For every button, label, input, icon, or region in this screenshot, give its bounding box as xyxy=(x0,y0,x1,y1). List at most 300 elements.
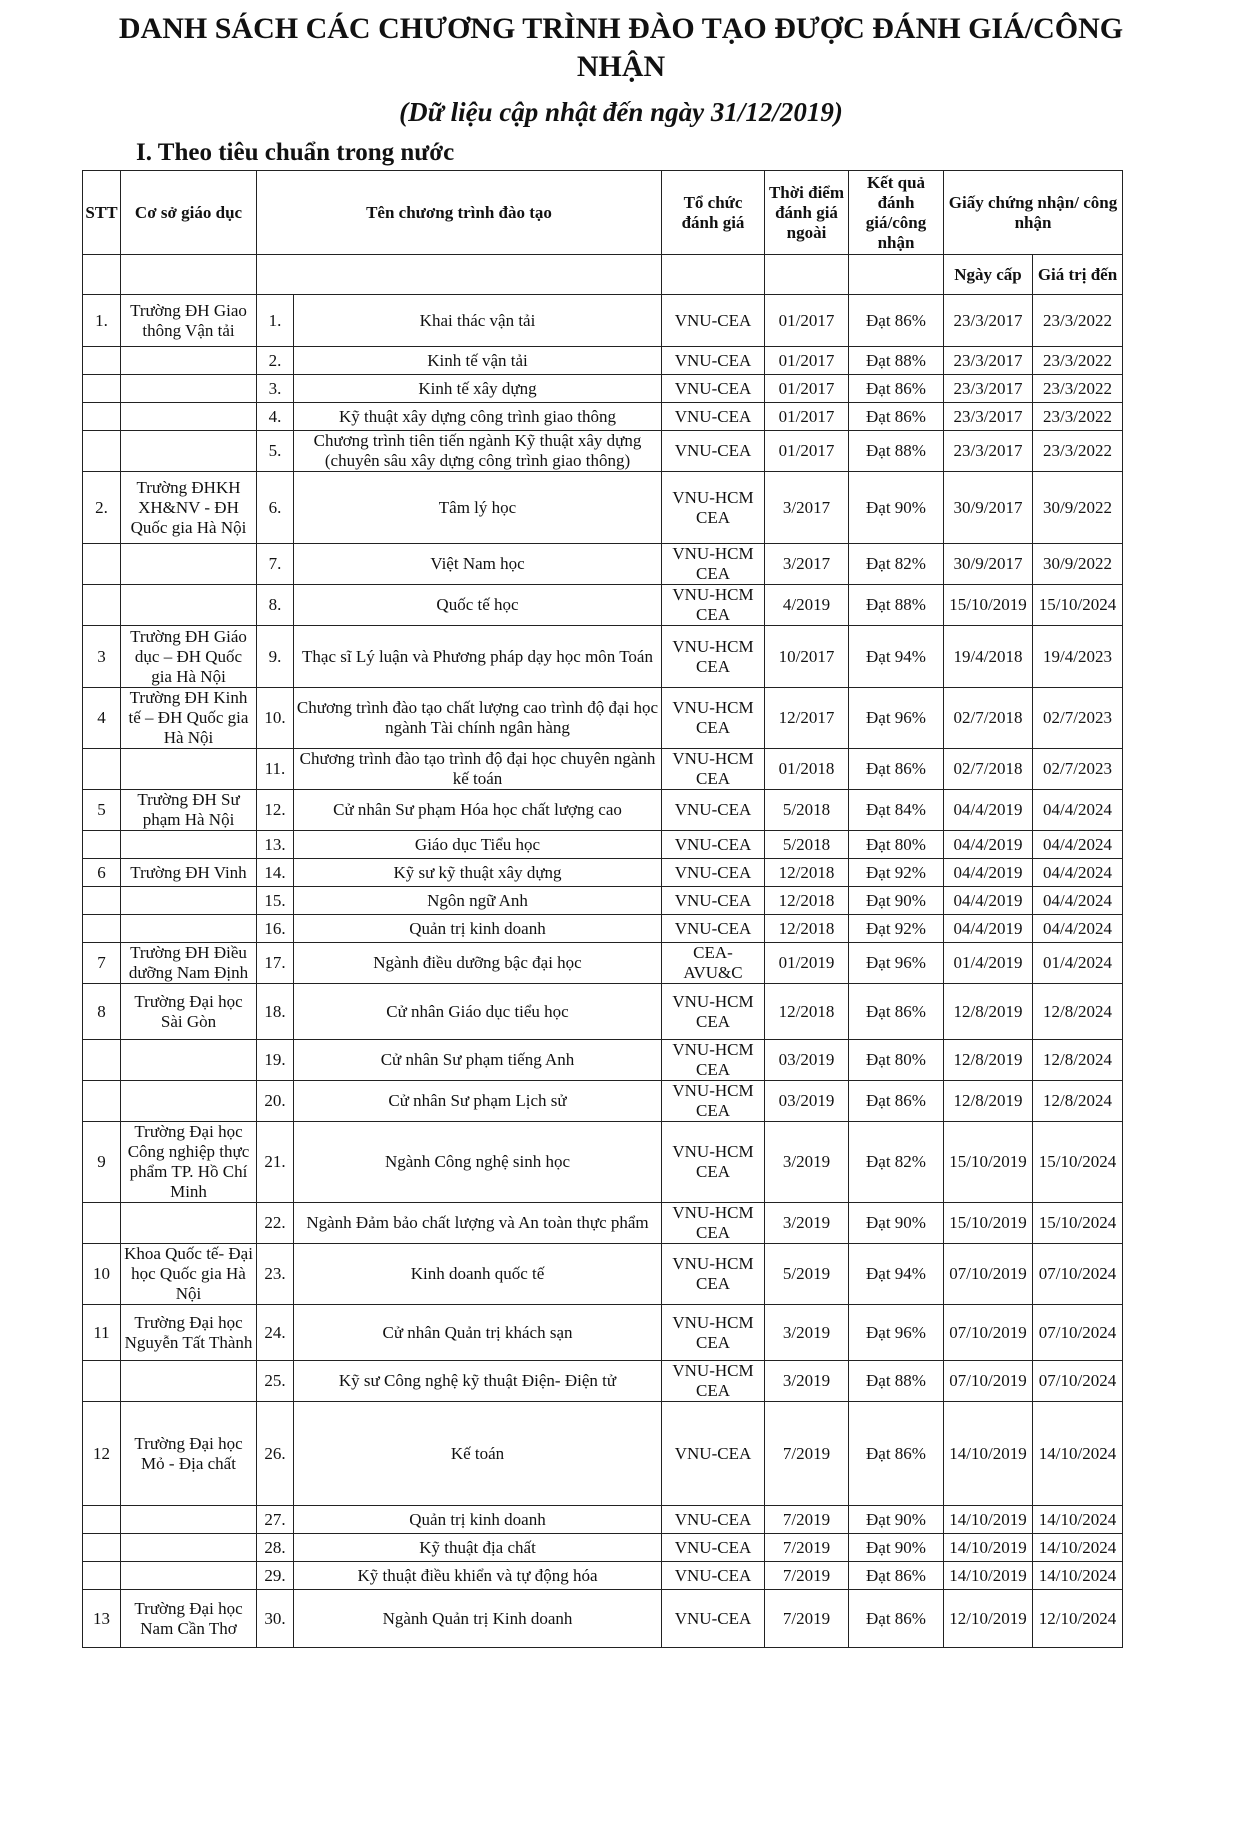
cell-valid-until: 02/7/2023 xyxy=(1033,688,1123,749)
cell-program: Cử nhân Sư phạm Lịch sử xyxy=(294,1081,662,1122)
table-row xyxy=(83,915,1123,943)
cell-stt: 8 xyxy=(83,984,121,1040)
cell-institution: Trường ĐH Điều dưỡng Nam Định xyxy=(121,943,257,984)
table-row xyxy=(83,1562,1123,1590)
cell-result: Đạt 86% xyxy=(849,1402,944,1506)
cell-valid-until: 14/10/2024 xyxy=(1033,1402,1123,1506)
cell-program: Kỹ thuật địa chất xyxy=(294,1534,662,1562)
cell-program-no: 17. xyxy=(257,943,294,984)
cell-program-no: 18. xyxy=(257,984,294,1040)
cell-program-no: 27. xyxy=(257,1506,294,1534)
cell-program: Kế toán xyxy=(294,1402,662,1506)
cell-institution: Trường ĐH Sư phạm Hà Nội xyxy=(121,790,257,831)
cell-stt xyxy=(83,1562,121,1590)
cell-program: Cử nhân Sư phạm tiếng Anh xyxy=(294,1040,662,1081)
cell-result: Đạt 86% xyxy=(849,1081,944,1122)
cell-stt xyxy=(83,544,121,585)
cell-org: VNU-HCM CEA xyxy=(662,1122,765,1203)
cell-org: VNU-HCM CEA xyxy=(662,544,765,585)
cell-program: Tâm lý học xyxy=(294,472,662,544)
cell-org: VNU-HCM CEA xyxy=(662,1305,765,1361)
cell-valid-until: 12/8/2024 xyxy=(1033,984,1123,1040)
table-row xyxy=(83,1244,1123,1305)
cell-program: Ngôn ngữ Anh xyxy=(294,887,662,915)
cell-issue-date: 04/4/2019 xyxy=(944,887,1033,915)
cell-institution: Trường Đại học Nam Cần Thơ xyxy=(121,1590,257,1648)
cell-program-no: 29. xyxy=(257,1562,294,1590)
title-line-2: NHẬN xyxy=(576,50,666,83)
cell-result: Đạt 90% xyxy=(849,887,944,915)
cell-institution xyxy=(121,915,257,943)
cell-institution: Khoa Quốc tế- Đại học Quốc gia Hà Nội xyxy=(121,1244,257,1305)
cell-program: Kinh tế vận tải xyxy=(294,347,662,375)
table-row xyxy=(83,1081,1123,1122)
cell-institution: Trường Đại học Mỏ - Địa chất xyxy=(121,1402,257,1506)
cell-valid-until: 23/3/2022 xyxy=(1033,375,1123,403)
cell-org: VNU-HCM CEA xyxy=(662,472,765,544)
cell-institution xyxy=(121,403,257,431)
cell-time: 12/2018 xyxy=(765,984,849,1040)
cell-stt: 11 xyxy=(83,1305,121,1361)
cell-result: Đạt 86% xyxy=(849,403,944,431)
table-row xyxy=(83,347,1123,375)
table-row xyxy=(83,1402,1123,1506)
cell-issue-date: 23/3/2017 xyxy=(944,347,1033,375)
table-body xyxy=(83,295,1123,1648)
cell-program: Việt Nam học xyxy=(294,544,662,585)
cell-institution xyxy=(121,887,257,915)
header-result: Kết quả đánh giá/công nhận xyxy=(849,171,944,255)
table-row xyxy=(83,1040,1123,1081)
cell-issue-date: 19/4/2018 xyxy=(944,626,1033,688)
table-row xyxy=(83,984,1123,1040)
cell-valid-until: 14/10/2024 xyxy=(1033,1506,1123,1534)
cell-program-no: 28. xyxy=(257,1534,294,1562)
cell-program: Ngành điều dưỡng bậc đại học xyxy=(294,943,662,984)
cell-program-no: 3. xyxy=(257,375,294,403)
cell-valid-until: 15/10/2024 xyxy=(1033,585,1123,626)
cell-org: VNU-HCM CEA xyxy=(662,1081,765,1122)
cell-time: 01/2017 xyxy=(765,295,849,347)
header-program: Tên chương trình đào tạo xyxy=(257,171,662,255)
cell-program: Kỹ sư kỹ thuật xây dựng xyxy=(294,859,662,887)
cell-time: 12/2018 xyxy=(765,887,849,915)
table-row xyxy=(83,1506,1123,1534)
cell-institution xyxy=(121,749,257,790)
cell-valid-until: 30/9/2022 xyxy=(1033,472,1123,544)
cell-org: VNU-HCM CEA xyxy=(662,749,765,790)
cell-program: Kỹ thuật điều khiển và tự động hóa xyxy=(294,1562,662,1590)
cell-program: Quản trị kinh doanh xyxy=(294,1506,662,1534)
cell-program-no: 7. xyxy=(257,544,294,585)
title-line-1: DANH SÁCH CÁC CHƯƠNG TRÌNH ĐÀO TẠO ĐƯỢC ĐÁNH GIÁ/CÔNG xyxy=(118,12,1124,45)
cell-program-no: 22. xyxy=(257,1203,294,1244)
cell-org: VNU-CEA xyxy=(662,403,765,431)
table-row xyxy=(83,859,1123,887)
cell-result: Đạt 94% xyxy=(849,626,944,688)
cell-time: 10/2017 xyxy=(765,626,849,688)
cell-org: VNU-CEA xyxy=(662,887,765,915)
cell-valid-until: 23/3/2022 xyxy=(1033,403,1123,431)
header-certificate: Giấy chứng nhận/ công nhận xyxy=(944,171,1123,255)
cell-valid-until: 07/10/2024 xyxy=(1033,1361,1123,1402)
cell-program: Chương trình đào tạo chất lượng cao trình độ đại học ngành Tài chính ngân hàng xyxy=(294,688,662,749)
cell-institution: Trường ĐH Giao thông Vận tải xyxy=(121,295,257,347)
cell-issue-date: 07/10/2019 xyxy=(944,1361,1033,1402)
cell-program-no: 15. xyxy=(257,887,294,915)
header-stt: STT xyxy=(83,171,121,255)
table-row xyxy=(83,472,1123,544)
header-institution: Cơ sở giáo dục xyxy=(121,171,257,255)
header-time: Thời điểm đánh giá ngoài xyxy=(765,171,849,255)
table-row xyxy=(83,831,1123,859)
cell-org: VNU-CEA xyxy=(662,831,765,859)
cell-institution xyxy=(121,1534,257,1562)
cell-org: VNU-CEA xyxy=(662,1506,765,1534)
cell-result: Đạt 92% xyxy=(849,859,944,887)
cell-stt xyxy=(83,431,121,472)
cell-valid-until: 30/9/2022 xyxy=(1033,544,1123,585)
cell-valid-until: 07/10/2024 xyxy=(1033,1305,1123,1361)
cell-stt: 3 xyxy=(83,626,121,688)
cell-program-no: 19. xyxy=(257,1040,294,1081)
cell-time: 01/2017 xyxy=(765,431,849,472)
cell-result: Đạt 88% xyxy=(849,1361,944,1402)
cell-result: Đạt 94% xyxy=(849,1244,944,1305)
cell-valid-until: 01/4/2024 xyxy=(1033,943,1123,984)
cell-time: 12/2018 xyxy=(765,915,849,943)
cell-valid-until: 04/4/2024 xyxy=(1033,831,1123,859)
cell-time: 01/2017 xyxy=(765,403,849,431)
cell-stt: 1. xyxy=(83,295,121,347)
table-row xyxy=(83,790,1123,831)
cell-time: 3/2019 xyxy=(765,1361,849,1402)
cell-result: Đạt 96% xyxy=(849,1305,944,1361)
cell-valid-until: 15/10/2024 xyxy=(1033,1122,1123,1203)
cell-time: 03/2019 xyxy=(765,1040,849,1081)
cell-org: VNU-CEA xyxy=(662,790,765,831)
cell-program-no: 20. xyxy=(257,1081,294,1122)
table-row xyxy=(83,375,1123,403)
cell-time: 5/2018 xyxy=(765,831,849,859)
cell-valid-until: 04/4/2024 xyxy=(1033,790,1123,831)
table-row xyxy=(83,626,1123,688)
cell-result: Đạt 96% xyxy=(849,943,944,984)
cell-issue-date: 12/8/2019 xyxy=(944,1040,1033,1081)
cell-program-no: 21. xyxy=(257,1122,294,1203)
cell-issue-date: 23/3/2017 xyxy=(944,295,1033,347)
cell-org: VNU-CEA xyxy=(662,375,765,403)
cell-time: 3/2019 xyxy=(765,1203,849,1244)
cell-institution xyxy=(121,1081,257,1122)
cell-org: VNU-HCM CEA xyxy=(662,1361,765,1402)
cell-program: Ngành Công nghệ sinh học xyxy=(294,1122,662,1203)
cell-institution xyxy=(121,1506,257,1534)
cell-result: Đạt 86% xyxy=(849,375,944,403)
document-title xyxy=(0,10,1242,86)
cell-time: 3/2017 xyxy=(765,544,849,585)
cell-issue-date: 30/9/2017 xyxy=(944,544,1033,585)
cell-program-no: 26. xyxy=(257,1402,294,1506)
cell-program-no: 30. xyxy=(257,1590,294,1648)
table-row xyxy=(83,688,1123,749)
cell-program: Quản trị kinh doanh xyxy=(294,915,662,943)
cell-program: Ngành Quản trị Kinh doanh xyxy=(294,1590,662,1648)
cell-org: VNU-HCM CEA xyxy=(662,688,765,749)
cell-program-no: 13. xyxy=(257,831,294,859)
cell-stt: 9 xyxy=(83,1122,121,1203)
cell-valid-until: 07/10/2024 xyxy=(1033,1244,1123,1305)
cell-time: 3/2017 xyxy=(765,472,849,544)
table-row xyxy=(83,943,1123,984)
cell-institution xyxy=(121,375,257,403)
cell-institution: Trường ĐH Vinh xyxy=(121,859,257,887)
cell-time: 4/2019 xyxy=(765,585,849,626)
table-row xyxy=(83,1590,1123,1648)
cell-issue-date: 15/10/2019 xyxy=(944,1203,1033,1244)
cell-issue-date: 23/3/2017 xyxy=(944,375,1033,403)
cell-org: VNU-HCM CEA xyxy=(662,984,765,1040)
cell-program-no: 14. xyxy=(257,859,294,887)
cell-stt: 13 xyxy=(83,1590,121,1648)
cell-stt xyxy=(83,403,121,431)
cell-valid-until: 04/4/2024 xyxy=(1033,859,1123,887)
cell-institution xyxy=(121,544,257,585)
table-row xyxy=(83,1122,1123,1203)
cell-result: Đạt 86% xyxy=(849,984,944,1040)
cell-institution xyxy=(121,1040,257,1081)
cell-result: Đạt 92% xyxy=(849,915,944,943)
cell-time: 7/2019 xyxy=(765,1590,849,1648)
cell-result: Đạt 90% xyxy=(849,1534,944,1562)
cell-result: Đạt 90% xyxy=(849,1203,944,1244)
cell-program: Thạc sĩ Lý luận và Phương pháp dạy học môn Toán xyxy=(294,626,662,688)
cell-org: VNU-CEA xyxy=(662,859,765,887)
cell-result: Đạt 80% xyxy=(849,831,944,859)
cell-program-no: 6. xyxy=(257,472,294,544)
cell-result: Đạt 88% xyxy=(849,585,944,626)
cell-result: Đạt 86% xyxy=(849,295,944,347)
cell-program: Kỹ sư Công nghệ kỹ thuật Điện- Điện tử xyxy=(294,1361,662,1402)
cell-result: Đạt 88% xyxy=(849,347,944,375)
cell-issue-date: 14/10/2019 xyxy=(944,1562,1033,1590)
cell-issue-date: 14/10/2019 xyxy=(944,1506,1033,1534)
cell-program-no: 9. xyxy=(257,626,294,688)
cell-issue-date: 07/10/2019 xyxy=(944,1244,1033,1305)
cell-valid-until: 15/10/2024 xyxy=(1033,1203,1123,1244)
cell-issue-date: 23/3/2017 xyxy=(944,431,1033,472)
cell-institution xyxy=(121,831,257,859)
cell-time: 12/2018 xyxy=(765,859,849,887)
cell-issue-date: 02/7/2018 xyxy=(944,749,1033,790)
cell-issue-date: 04/4/2019 xyxy=(944,859,1033,887)
table-row xyxy=(83,295,1123,347)
cell-program: Kinh doanh quốc tế xyxy=(294,1244,662,1305)
cell-program-no: 8. xyxy=(257,585,294,626)
cell-result: Đạt 82% xyxy=(849,1122,944,1203)
cell-org: VNU-CEA xyxy=(662,915,765,943)
cell-issue-date: 12/8/2019 xyxy=(944,984,1033,1040)
section-title: I. Theo tiêu chuẩn trong nước xyxy=(136,139,455,166)
cell-stt xyxy=(83,915,121,943)
cell-program: Cử nhân Quản trị khách sạn xyxy=(294,1305,662,1361)
cell-issue-date: 07/10/2019 xyxy=(944,1305,1033,1361)
cell-result: Đạt 82% xyxy=(849,544,944,585)
cell-time: 7/2019 xyxy=(765,1534,849,1562)
cell-valid-until: 14/10/2024 xyxy=(1033,1534,1123,1562)
cell-time: 3/2019 xyxy=(765,1305,849,1361)
header-valid-until: Giá trị đến xyxy=(1033,255,1123,295)
cell-institution: Trường Đại học Công nghiệp thực phẩm TP. Hồ Chí Minh xyxy=(121,1122,257,1203)
cell-stt xyxy=(83,1361,121,1402)
cell-time: 01/2018 xyxy=(765,749,849,790)
cell-stt xyxy=(83,1081,121,1122)
cell-valid-until: 02/7/2023 xyxy=(1033,749,1123,790)
cell-time: 5/2019 xyxy=(765,1244,849,1305)
cell-issue-date: 04/4/2019 xyxy=(944,831,1033,859)
cell-institution: Trường ĐH Giáo dục – ĐH Quốc gia Hà Nội xyxy=(121,626,257,688)
cell-institution: Trường ĐHKH XH&NV - ĐH Quốc gia Hà Nội xyxy=(121,472,257,544)
cell-result: Đạt 86% xyxy=(849,1590,944,1648)
cell-result: Đạt 84% xyxy=(849,790,944,831)
cell-valid-until: 04/4/2024 xyxy=(1033,887,1123,915)
cell-issue-date: 15/10/2019 xyxy=(944,585,1033,626)
cell-program-no: 25. xyxy=(257,1361,294,1402)
cell-issue-date: 01/4/2019 xyxy=(944,943,1033,984)
cell-result: Đạt 80% xyxy=(849,1040,944,1081)
subheader-row xyxy=(83,255,1123,295)
cell-institution: Trường ĐH Kinh tế – ĐH Quốc gia Hà Nội xyxy=(121,688,257,749)
cell-program-no: 11. xyxy=(257,749,294,790)
table-row xyxy=(83,887,1123,915)
table-row xyxy=(83,585,1123,626)
cell-org: VNU-CEA xyxy=(662,431,765,472)
cell-issue-date: 12/8/2019 xyxy=(944,1081,1033,1122)
cell-org: VNU-CEA xyxy=(662,1590,765,1648)
document-subtitle: (Dữ liệu cập nhật đến ngày 31/12/2019) xyxy=(399,97,843,127)
cell-org: VNU-HCM CEA xyxy=(662,1244,765,1305)
table-row xyxy=(83,1534,1123,1562)
header-issue-date: Ngày cấp xyxy=(944,255,1033,295)
cell-org: VNU-HCM CEA xyxy=(662,585,765,626)
cell-institution xyxy=(121,1562,257,1590)
cell-program-no: 4. xyxy=(257,403,294,431)
cell-stt xyxy=(83,347,121,375)
table-row xyxy=(83,544,1123,585)
cell-program-no: 24. xyxy=(257,1305,294,1361)
cell-org: VNU-HCM CEA xyxy=(662,1040,765,1081)
cell-stt xyxy=(83,1203,121,1244)
cell-time: 03/2019 xyxy=(765,1081,849,1122)
cell-program-no: 23. xyxy=(257,1244,294,1305)
cell-org: VNU-CEA xyxy=(662,347,765,375)
table-row xyxy=(83,749,1123,790)
cell-stt xyxy=(83,887,121,915)
cell-stt: 2. xyxy=(83,472,121,544)
cell-issue-date: 02/7/2018 xyxy=(944,688,1033,749)
cell-institution xyxy=(121,585,257,626)
cell-valid-until: 14/10/2024 xyxy=(1033,1562,1123,1590)
cell-valid-until: 04/4/2024 xyxy=(1033,915,1123,943)
cell-program: Chương trình đào tạo trình độ đại học chuyên ngành kế toán xyxy=(294,749,662,790)
cell-org: VNU-CEA xyxy=(662,295,765,347)
cell-result: Đạt 86% xyxy=(849,749,944,790)
cell-org: VNU-HCM CEA xyxy=(662,626,765,688)
cell-result: Đạt 96% xyxy=(849,688,944,749)
cell-result: Đạt 90% xyxy=(849,472,944,544)
cell-institution xyxy=(121,1203,257,1244)
cell-valid-until: 23/3/2022 xyxy=(1033,431,1123,472)
cell-stt: 6 xyxy=(83,859,121,887)
cell-time: 3/2019 xyxy=(765,1122,849,1203)
cell-stt xyxy=(83,1534,121,1562)
cell-stt xyxy=(83,1506,121,1534)
cell-result: Đạt 88% xyxy=(849,431,944,472)
cell-program-no: 10. xyxy=(257,688,294,749)
cell-stt: 10 xyxy=(83,1244,121,1305)
cell-institution: Trường Đại học Nguyễn Tất Thành xyxy=(121,1305,257,1361)
cell-time: 7/2019 xyxy=(765,1506,849,1534)
cell-org: VNU-CEA xyxy=(662,1402,765,1506)
cell-time: 01/2017 xyxy=(765,375,849,403)
cell-program: Giáo dục Tiểu học xyxy=(294,831,662,859)
cell-program: Khai thác vận tải xyxy=(294,295,662,347)
cell-time: 5/2018 xyxy=(765,790,849,831)
cell-issue-date: 30/9/2017 xyxy=(944,472,1033,544)
cell-stt: 4 xyxy=(83,688,121,749)
cell-time: 12/2017 xyxy=(765,688,849,749)
cell-valid-until: 19/4/2023 xyxy=(1033,626,1123,688)
cell-time: 01/2017 xyxy=(765,347,849,375)
cell-stt xyxy=(83,1040,121,1081)
cell-time: 7/2019 xyxy=(765,1562,849,1590)
cell-program-no: 16. xyxy=(257,915,294,943)
cell-org: VNU-CEA xyxy=(662,1534,765,1562)
header-org: Tổ chức đánh giá xyxy=(662,171,765,255)
cell-stt: 7 xyxy=(83,943,121,984)
cell-program: Quốc tế học xyxy=(294,585,662,626)
table-row xyxy=(83,403,1123,431)
cell-valid-until: 12/8/2024 xyxy=(1033,1040,1123,1081)
cell-org: VNU-HCM CEA xyxy=(662,1203,765,1244)
cell-program: Cử nhân Giáo dục tiểu học xyxy=(294,984,662,1040)
cell-program: Cử nhân Sư phạm Hóa học chất lượng cao xyxy=(294,790,662,831)
cell-program: Kinh tế xây dựng xyxy=(294,375,662,403)
cell-issue-date: 23/3/2017 xyxy=(944,403,1033,431)
cell-valid-until: 12/8/2024 xyxy=(1033,1081,1123,1122)
cell-institution xyxy=(121,1361,257,1402)
table-row xyxy=(83,1203,1123,1244)
accreditation-table xyxy=(82,170,1123,1648)
cell-stt xyxy=(83,749,121,790)
cell-institution xyxy=(121,431,257,472)
cell-program: Kỹ thuật xây dựng công trình giao thông xyxy=(294,403,662,431)
cell-issue-date: 04/4/2019 xyxy=(944,790,1033,831)
cell-time: 7/2019 xyxy=(765,1402,849,1506)
cell-program-no: 2. xyxy=(257,347,294,375)
table-row xyxy=(83,431,1123,472)
cell-issue-date: 04/4/2019 xyxy=(944,915,1033,943)
cell-issue-date: 15/10/2019 xyxy=(944,1122,1033,1203)
cell-result: Đạt 86% xyxy=(849,1562,944,1590)
cell-valid-until: 23/3/2022 xyxy=(1033,295,1123,347)
table-row xyxy=(83,1305,1123,1361)
cell-stt: 5 xyxy=(83,790,121,831)
header-row xyxy=(83,171,1123,255)
cell-institution xyxy=(121,347,257,375)
cell-institution: Trường Đại học Sài Gòn xyxy=(121,984,257,1040)
cell-issue-date: 14/10/2019 xyxy=(944,1534,1033,1562)
